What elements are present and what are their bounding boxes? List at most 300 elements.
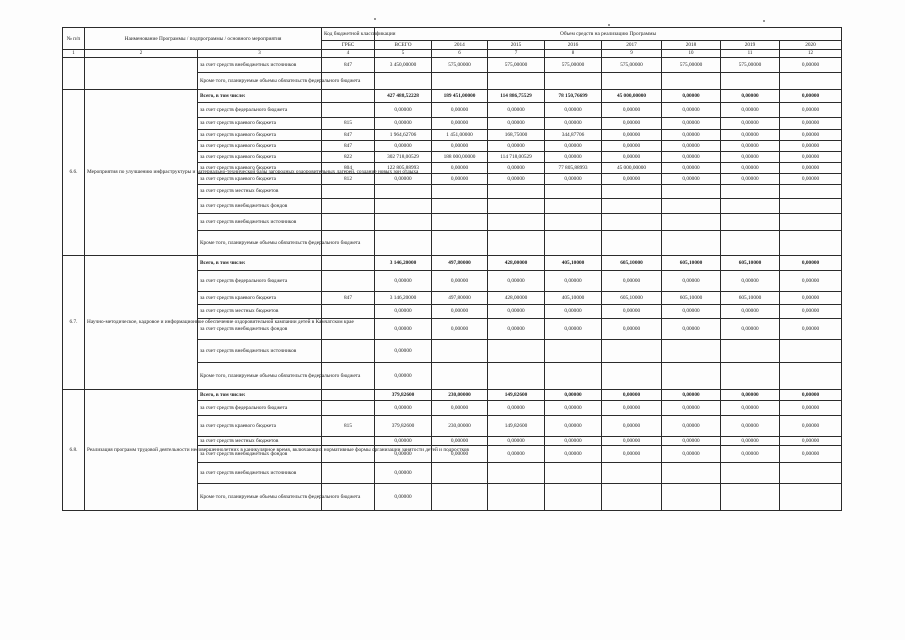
amount-cell — [545, 185, 602, 199]
amount-cell: 0,00000 — [780, 255, 842, 270]
amount-cell — [488, 230, 545, 255]
amount-cell: 0,00000 — [721, 389, 780, 400]
scan-speck — [763, 20, 765, 22]
amount-cell: 605,10000 — [662, 291, 721, 305]
amount-cell: 0,00000 — [662, 436, 721, 445]
amount-cell: 575,00000 — [602, 58, 662, 73]
program-funding-table — [62, 27, 842, 511]
amount-cell — [721, 362, 780, 389]
grbs-code: 815 — [322, 415, 375, 436]
header-num: № п/п — [63, 28, 85, 50]
amount-cell — [488, 185, 545, 199]
amount-cell: 0,00000 — [488, 445, 545, 462]
amount-cell: 0,00000 — [721, 270, 780, 291]
amount-cell: 0,00000 — [545, 141, 602, 152]
table-row — [63, 255, 842, 270]
amount-cell: 0,00000 — [545, 318, 602, 339]
amount-cell: 0,00000 — [545, 117, 602, 130]
grbs-code: 804 — [322, 163, 375, 174]
amount-cell: 0,00000 — [780, 305, 842, 319]
column-number: 7 — [488, 50, 545, 58]
amount-cell — [432, 230, 488, 255]
amount-cell: 0,00000 — [375, 305, 432, 319]
amount-cell: 0,00000 — [780, 270, 842, 291]
section-number: 6.7. — [63, 255, 85, 389]
column-number: 11 — [721, 50, 780, 58]
amount-cell — [375, 213, 432, 230]
grbs-code — [322, 305, 375, 319]
amount-cell: 0,00000 — [602, 305, 662, 319]
amount-cell: 0,00000 — [488, 102, 545, 117]
amount-cell — [375, 198, 432, 213]
amount-cell: 0,00000 — [780, 141, 842, 152]
amount-cell — [488, 198, 545, 213]
amount-cell: 0,00000 — [375, 436, 432, 445]
amount-cell: 0,00000 — [721, 445, 780, 462]
amount-cell: 149,82600 — [488, 415, 545, 436]
amount-cell: 0,00000 — [780, 436, 842, 445]
section-number: 6.6. — [63, 90, 85, 256]
amount-cell: 0,00000 — [721, 130, 780, 141]
amount-cell: 230,00000 — [432, 389, 488, 400]
amount-cell — [602, 185, 662, 199]
header-grbs: ГРБС — [322, 41, 375, 50]
row-label: за счет средств внебюджетных фондов — [198, 318, 322, 339]
amount-cell: 0,00000 — [375, 270, 432, 291]
amount-cell: 0,00000 — [721, 318, 780, 339]
amount-cell: 114 886,75529 — [488, 90, 545, 103]
amount-cell: 0,00000 — [721, 174, 780, 185]
amount-cell: 0,00000 — [545, 102, 602, 117]
amount-cell: 497,80000 — [432, 255, 488, 270]
amount-cell: 0,00000 — [602, 445, 662, 462]
amount-cell: 0,00000 — [662, 117, 721, 130]
amount-cell — [375, 73, 432, 90]
amount-cell: 302 718,00529 — [375, 152, 432, 163]
amount-cell: 427 488,52228 — [375, 90, 432, 103]
grbs-code: 812 — [322, 174, 375, 185]
amount-cell: 0,00000 — [545, 445, 602, 462]
amount-cell — [602, 462, 662, 483]
row-label: Всего, в том числе: — [198, 389, 322, 400]
amount-cell — [602, 198, 662, 213]
row-label: за счет средств краевого бюджета — [198, 141, 322, 152]
amount-cell — [545, 362, 602, 389]
amount-cell: 0,00000 — [780, 318, 842, 339]
header-volume: Объем средств на реализацию Программы — [375, 28, 842, 41]
amount-cell: 605,10000 — [662, 255, 721, 270]
amount-cell: 0,00000 — [488, 117, 545, 130]
amount-cell: 0,00000 — [721, 141, 780, 152]
grbs-code — [322, 400, 375, 415]
amount-cell — [602, 483, 662, 510]
column-number: 6 — [432, 50, 488, 58]
grbs-code — [322, 213, 375, 230]
amount-cell: 0,00000 — [662, 174, 721, 185]
row-label: за счет средств федерального бюджета — [198, 400, 322, 415]
table-row — [63, 389, 842, 400]
amount-cell: 0,00000 — [432, 141, 488, 152]
amount-cell: 0,00000 — [432, 436, 488, 445]
amount-cell — [545, 483, 602, 510]
column-number: 1 — [63, 50, 85, 58]
amount-cell — [488, 339, 545, 362]
grbs-code: 847 — [322, 291, 375, 305]
amount-cell: 0,00000 — [432, 305, 488, 319]
column-number: 3 — [198, 50, 322, 58]
amount-cell: 405,10000 — [545, 291, 602, 305]
amount-cell: 122 805,88993 — [375, 163, 432, 174]
amount-cell: 0,00000 — [662, 318, 721, 339]
amount-cell: 0,00000 — [780, 152, 842, 163]
amount-cell: 0,00000 — [545, 436, 602, 445]
grbs-code — [322, 185, 375, 199]
amount-cell — [721, 198, 780, 213]
amount-cell: 0,00000 — [780, 117, 842, 130]
row-label: Кроме того, планируемые объемы обязательств федерального бюджета — [198, 73, 322, 90]
amount-cell: 0,00000 — [375, 362, 432, 389]
amount-cell — [662, 198, 721, 213]
amount-cell: 0,00000 — [545, 415, 602, 436]
amount-cell: 0,00000 — [602, 270, 662, 291]
amount-cell — [432, 198, 488, 213]
amount-cell: 0,00000 — [432, 174, 488, 185]
amount-cell: 0,00000 — [780, 130, 842, 141]
amount-cell: 0,00000 — [375, 462, 432, 483]
amount-cell — [780, 213, 842, 230]
amount-cell — [721, 230, 780, 255]
amount-cell — [488, 73, 545, 90]
row-label: Кроме того, планируемые объемы обязательств федерального бюджета — [198, 230, 322, 255]
amount-cell — [432, 73, 488, 90]
amount-cell: 1 964,62706 — [375, 130, 432, 141]
amount-cell: 45 000,00000 — [602, 90, 662, 103]
amount-cell — [780, 230, 842, 255]
amount-cell: 0,00000 — [375, 339, 432, 362]
section-title: Реализация программ трудовой деятельности несовершеннолетних в каникулярное время, включающих нормативные формы организации занятости детей и подростков — [85, 389, 198, 510]
amount-cell: 0,00000 — [721, 436, 780, 445]
amount-cell: 0,00000 — [375, 483, 432, 510]
amount-cell: 428,00000 — [488, 255, 545, 270]
amount-cell: 0,00000 — [662, 102, 721, 117]
amount-cell — [488, 483, 545, 510]
amount-cell: 188 000,00000 — [432, 152, 488, 163]
grbs-code — [322, 255, 375, 270]
amount-cell — [375, 230, 432, 255]
amount-cell: 605,10000 — [602, 255, 662, 270]
amount-cell — [721, 462, 780, 483]
amount-cell — [432, 362, 488, 389]
amount-cell: 0,00000 — [721, 102, 780, 117]
amount-cell: 0,00000 — [662, 400, 721, 415]
row-label: за счет средств внебюджетных источников — [198, 462, 322, 483]
amount-cell: 0,00000 — [780, 90, 842, 103]
row-label: за счет средств внебюджетных источников — [198, 339, 322, 362]
amount-cell: 0,00000 — [375, 318, 432, 339]
amount-cell: 0,00000 — [375, 141, 432, 152]
amount-cell: 0,00000 — [780, 174, 842, 185]
amount-cell: 0,00000 — [780, 102, 842, 117]
amount-cell: 45 000,00000 — [602, 163, 662, 174]
amount-cell — [602, 213, 662, 230]
amount-cell — [721, 483, 780, 510]
amount-cell: 0,00000 — [488, 400, 545, 415]
amount-cell: 0,00000 — [602, 389, 662, 400]
amount-cell: 0,00000 — [602, 415, 662, 436]
amount-cell: 344,87706 — [545, 130, 602, 141]
row-label: Кроме того, планируемые объемы обязательств федерального бюджета — [198, 483, 322, 510]
amount-cell: 0,00000 — [432, 318, 488, 339]
amount-cell — [721, 73, 780, 90]
row-label: за счет средств краевого бюджета — [198, 415, 322, 436]
amount-cell — [780, 198, 842, 213]
header-year: 2017 — [602, 41, 662, 50]
amount-cell: 0,00000 — [432, 163, 488, 174]
amount-cell: 0,00000 — [375, 117, 432, 130]
grbs-code: 847 — [322, 130, 375, 141]
amount-cell: 230,00000 — [432, 415, 488, 436]
column-number: 10 — [662, 50, 721, 58]
row-label: за счет средств внебюджетных источников — [198, 213, 322, 230]
amount-cell — [780, 483, 842, 510]
amount-cell: 0,00000 — [545, 270, 602, 291]
amount-cell: 0,00000 — [721, 152, 780, 163]
amount-cell: 0,00000 — [545, 400, 602, 415]
amount-cell — [662, 339, 721, 362]
row-label: Всего, в том числе: — [198, 255, 322, 270]
amount-cell: 77 805,88993 — [545, 163, 602, 174]
amount-cell — [432, 462, 488, 483]
grbs-code — [322, 462, 375, 483]
amount-cell — [662, 213, 721, 230]
amount-cell: 0,00000 — [545, 174, 602, 185]
column-number: 5 — [375, 50, 432, 58]
amount-cell — [780, 73, 842, 90]
row-label: за счет средств краевого бюджета — [198, 163, 322, 174]
amount-cell — [602, 73, 662, 90]
amount-cell: 3 146,20000 — [375, 255, 432, 270]
amount-cell: 0,00000 — [721, 415, 780, 436]
amount-cell — [488, 213, 545, 230]
header-program-name: Наименование Программы / подпрограммы / основного мероприятия — [85, 28, 322, 50]
amount-cell: 0,00000 — [545, 152, 602, 163]
amount-cell — [432, 185, 488, 199]
amount-cell: 605,10000 — [721, 255, 780, 270]
amount-cell — [375, 185, 432, 199]
scan-speck — [374, 18, 376, 20]
amount-cell — [545, 339, 602, 362]
amount-cell — [662, 483, 721, 510]
grbs-code — [322, 90, 375, 103]
amount-cell: 0,00000 — [662, 305, 721, 319]
scan-speck — [608, 24, 610, 26]
section-number — [63, 58, 85, 90]
header-year: 2018 — [662, 41, 721, 50]
amount-cell: 605,10000 — [721, 291, 780, 305]
table-row — [63, 90, 842, 103]
amount-cell: 0,00000 — [721, 400, 780, 415]
amount-cell — [662, 462, 721, 483]
amount-cell: 0,00000 — [602, 318, 662, 339]
grbs-code — [322, 339, 375, 362]
amount-cell — [780, 339, 842, 362]
amount-cell: 3 450,00000 — [375, 58, 432, 73]
amount-cell: 575,00000 — [545, 58, 602, 73]
amount-cell: 0,00000 — [662, 389, 721, 400]
amount-cell: 0,00000 — [432, 270, 488, 291]
amount-cell: 0,00000 — [780, 389, 842, 400]
amount-cell: 168,75000 — [488, 130, 545, 141]
amount-cell: 0,00000 — [662, 130, 721, 141]
column-number: 4 — [322, 50, 375, 58]
amount-cell: 0,00000 — [721, 90, 780, 103]
amount-cell — [602, 362, 662, 389]
amount-cell: 0,00000 — [432, 400, 488, 415]
amount-cell: 575,00000 — [721, 58, 780, 73]
amount-cell: 0,00000 — [662, 415, 721, 436]
row-label: за счет средств краевого бюджета — [198, 291, 322, 305]
amount-cell: 149,82600 — [488, 389, 545, 400]
amount-cell: 0,00000 — [780, 291, 842, 305]
section-title — [85, 58, 198, 90]
row-label: за счет средств местных бюджетов — [198, 185, 322, 199]
amount-cell: 0,00000 — [602, 130, 662, 141]
amount-cell — [488, 362, 545, 389]
amount-cell: 575,00000 — [488, 58, 545, 73]
header-year: 2019 — [721, 41, 780, 50]
amount-cell: 0,00000 — [488, 270, 545, 291]
amount-cell: 1 451,00000 — [432, 130, 488, 141]
amount-cell — [432, 339, 488, 362]
header-kbk: Код бюджетной классификации — [322, 28, 375, 41]
amount-cell: 0,00000 — [780, 58, 842, 73]
row-label: за счет средств федерального бюджета — [198, 270, 322, 291]
grbs-code — [322, 198, 375, 213]
amount-cell: 0,00000 — [602, 152, 662, 163]
amount-cell: 0,00000 — [545, 389, 602, 400]
amount-cell: 0,00000 — [375, 102, 432, 117]
amount-cell: 0,00000 — [488, 163, 545, 174]
amount-cell: 0,00000 — [662, 141, 721, 152]
amount-cell: 0,00000 — [721, 117, 780, 130]
amount-cell: 0,00000 — [602, 436, 662, 445]
column-number: 9 — [602, 50, 662, 58]
column-number: 8 — [545, 50, 602, 58]
amount-cell — [602, 230, 662, 255]
amount-cell: 497,80000 — [432, 291, 488, 305]
amount-cell — [780, 185, 842, 199]
grbs-code — [322, 389, 375, 400]
amount-cell: 575,00000 — [432, 58, 488, 73]
amount-cell: 0,00000 — [780, 163, 842, 174]
amount-cell — [602, 339, 662, 362]
amount-cell: 0,00000 — [662, 152, 721, 163]
amount-cell: 0,00000 — [488, 174, 545, 185]
amount-cell: 0,00000 — [602, 141, 662, 152]
amount-cell: 0,00000 — [375, 400, 432, 415]
amount-cell: 0,00000 — [545, 305, 602, 319]
amount-cell — [780, 462, 842, 483]
amount-cell: 0,00000 — [432, 117, 488, 130]
amount-cell — [721, 213, 780, 230]
amount-cell: 114 718,00529 — [488, 152, 545, 163]
amount-cell: 0,00000 — [375, 445, 432, 462]
row-label: за счет средств краевого бюджета — [198, 174, 322, 185]
amount-cell: 0,00000 — [602, 102, 662, 117]
column-number: 12 — [780, 50, 842, 58]
row-label: Всего, в том числе: — [198, 90, 322, 103]
amount-cell: 189 451,00000 — [432, 90, 488, 103]
grbs-code — [322, 102, 375, 117]
amount-cell — [432, 483, 488, 510]
amount-cell — [662, 185, 721, 199]
amount-cell: 379,82600 — [375, 389, 432, 400]
amount-cell: 0,00000 — [662, 270, 721, 291]
amount-cell: 0,00000 — [488, 305, 545, 319]
amount-cell — [545, 230, 602, 255]
amount-cell — [662, 230, 721, 255]
row-label: за счет средств внебюджетных источников — [198, 58, 322, 73]
header-year: 2020 — [780, 41, 842, 50]
section-title: Мероприятия по улучшению инфраструктуры и материально-технической базы загородных оздоровительных лагерей, создание новых зон отдыха — [85, 90, 198, 256]
amount-cell — [432, 213, 488, 230]
amount-cell — [545, 73, 602, 90]
column-number: 2 — [85, 50, 198, 58]
amount-cell: 0,00000 — [602, 117, 662, 130]
amount-cell: 428,00000 — [488, 291, 545, 305]
amount-cell: 0,00000 — [375, 174, 432, 185]
amount-cell: 0,00000 — [602, 174, 662, 185]
amount-cell: 0,00000 — [721, 305, 780, 319]
amount-cell — [545, 462, 602, 483]
amount-cell — [721, 185, 780, 199]
amount-cell: 0,00000 — [780, 400, 842, 415]
grbs-code: 847 — [322, 58, 375, 73]
amount-cell — [662, 362, 721, 389]
amount-cell: 0,00000 — [488, 436, 545, 445]
amount-cell: 78 150,76699 — [545, 90, 602, 103]
row-label: за счет средств краевого бюджета — [198, 130, 322, 141]
amount-cell — [545, 198, 602, 213]
amount-cell: 0,00000 — [662, 163, 721, 174]
amount-cell: 0,00000 — [488, 141, 545, 152]
row-label: Кроме того, планируемые объемы обязательств федерального бюджета — [198, 362, 322, 389]
row-label: за счет средств краевого бюджета — [198, 117, 322, 130]
amount-cell: 0,00000 — [432, 102, 488, 117]
header-year: 2015 — [488, 41, 545, 50]
amount-cell — [662, 73, 721, 90]
amount-cell — [721, 339, 780, 362]
amount-cell: 575,00000 — [662, 58, 721, 73]
grbs-code — [322, 270, 375, 291]
amount-cell: 0,00000 — [721, 163, 780, 174]
section-title: Научно-методическое, кадровое и информационное обеспечение оздоровительной кампании детей в Камчатском крае — [85, 255, 198, 389]
header-year: 2014 — [432, 41, 488, 50]
amount-cell: 0,00000 — [780, 445, 842, 462]
amount-cell: 379,82600 — [375, 415, 432, 436]
grbs-code: 815 — [322, 117, 375, 130]
grbs-code: 847 — [322, 141, 375, 152]
header-year: 2016 — [545, 41, 602, 50]
amount-cell: 3 146,20000 — [375, 291, 432, 305]
row-label: за счет средств внебюджетных фондов — [198, 198, 322, 213]
row-label: за счет средств федерального бюджета — [198, 102, 322, 117]
row-label: за счет средств местных бюджетов — [198, 305, 322, 319]
amount-cell: 0,00000 — [662, 90, 721, 103]
amount-cell — [545, 213, 602, 230]
amount-cell: 605,10000 — [602, 291, 662, 305]
row-label: за счет средств местных бюджетов — [198, 436, 322, 445]
